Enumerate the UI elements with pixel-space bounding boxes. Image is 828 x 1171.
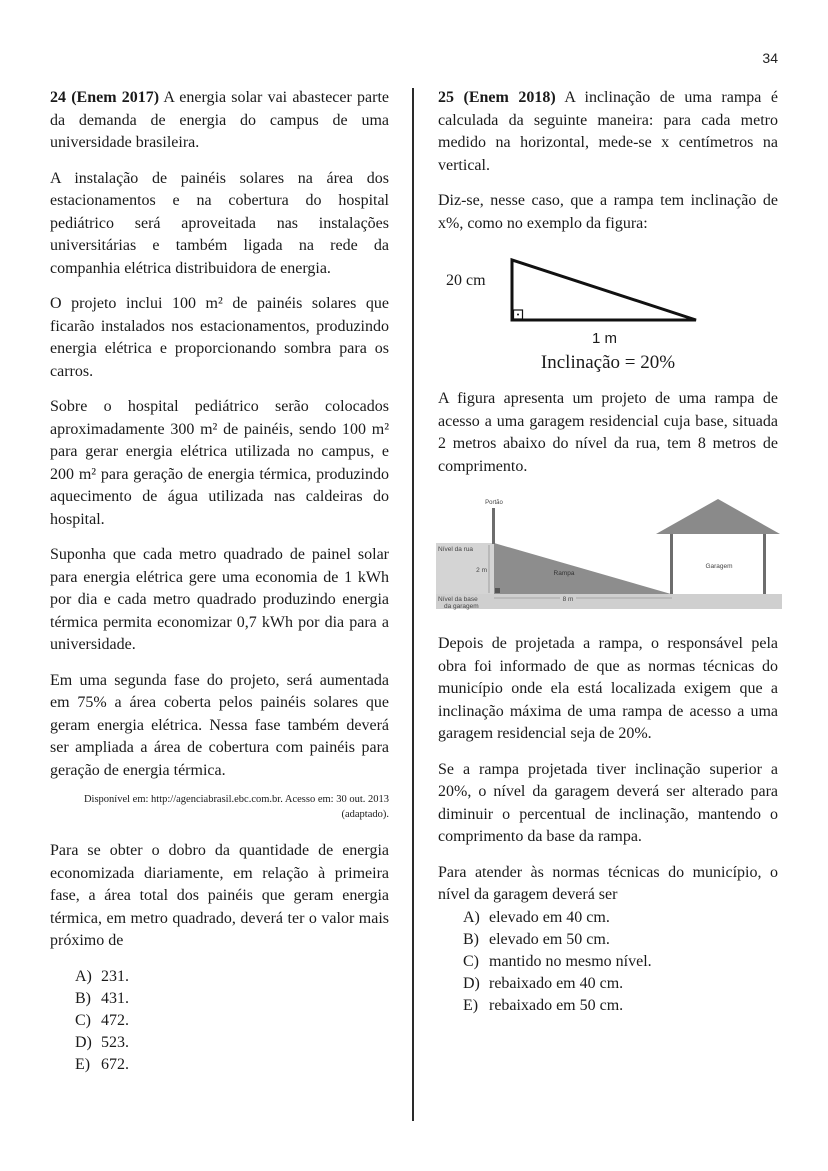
triangle-diagram <box>438 248 778 328</box>
base-level-label: Nível da base <box>438 596 478 603</box>
question-24-prompt: Para se obter o dobro da quantidade de energia economizada diariamente, em relação à primeira fase, a área total dos painéis que geram energia térmica, em metro quadrado, deverá ter o valor mais próximo de <box>50 842 389 949</box>
height-label: 2 m <box>476 567 487 574</box>
garage-label: Garagem <box>705 563 733 570</box>
option-a[interactable]: A) elevado em 40 cm. <box>463 908 610 926</box>
question-24-options <box>50 966 389 1076</box>
question-25 <box>438 87 778 1017</box>
right-angle-dot <box>517 314 519 316</box>
question-24-intro: 24 (Enem 2017) A energia solar vai abastecer parte da demanda de energia do campus de uma universidade brasileira. <box>50 89 389 151</box>
option-b[interactable]: B) elevado em 50 cm. <box>463 930 610 948</box>
page-number: 34 <box>762 50 778 66</box>
question-25-number: 25 (Enem 2018) <box>438 89 556 106</box>
ramp-shape <box>494 543 671 594</box>
question-24-paragraph: A instalação de painéis solares na área dos estacionamentos e na cobertura do hospital pediátrico será aproveitada nas instalações universitárias e também ligada na rede da companhia elétrica distribuidora de energia. <box>50 169 389 277</box>
slope-triangle-figure <box>438 248 778 348</box>
right-triangle <box>512 260 696 320</box>
street-level-label: Nível da rua <box>438 546 474 553</box>
question-25-intro: 25 (Enem 2018) A inclinação de uma rampa é calculada da seguinte maneira: para cada metro medido na horizontal, mede-se x centímetros na vertical. <box>438 89 779 174</box>
triangle-horizontal-label: 1 m <box>592 330 618 347</box>
ramp-diagram <box>436 491 782 613</box>
option-d[interactable]: D) 523. <box>75 1033 129 1051</box>
question-24-paragraph: Suponha que cada metro quadrado de painel solar para energia elétrica gere uma economia de 1 kWh por dia e cada metro quadrado produzindo energia térmica permita economizar 0,7 kWh por dia para a universidade. <box>50 546 389 653</box>
question-25-paragraph: Diz-se, nesse caso, que a rampa tem inclinação de x%, como no exemplo da figura: <box>438 192 778 232</box>
length-label: 8 m <box>562 596 574 603</box>
garage-roof <box>656 499 780 534</box>
option-d[interactable]: D) rebaixado em 40 cm. <box>463 974 624 992</box>
inclination-caption: Inclinação = 20% <box>540 352 676 373</box>
question-24 <box>50 87 389 1076</box>
ramp-garage-figure <box>436 491 778 613</box>
gate-post <box>492 508 495 544</box>
triangle-vertical-label: 20 cm <box>446 272 486 289</box>
question-24-paragraph: Sobre o hospital pediátrico serão colocados aproximadamente 300 m² de painéis, sendo 100 m² para gerar energia elétrica utilizada no campus, e 200 m² para geração de energia térmica, produzindo aquecimento de água utilizada nas caldeiras do hospital. <box>50 398 389 528</box>
ramp-label: Rampa <box>553 570 575 577</box>
option-c[interactable]: C) mantido no mesmo nível. <box>463 952 652 970</box>
option-a[interactable]: A) 231. <box>75 967 129 985</box>
ramp-right-angle <box>495 588 500 593</box>
ground-base <box>436 594 782 609</box>
garage-post-left <box>670 534 673 594</box>
question-25-options <box>438 907 778 1017</box>
base-level-label-2: da garagem <box>444 603 479 610</box>
question-25-paragraph: Se a rampa projetada tiver inclinação superior a 20%, o nível da garagem deverá ser alterado para diminuir o percentual de inclinação, mantendo o comprimento da base da rampa. <box>438 760 778 845</box>
garage-post-right <box>763 534 766 594</box>
option-b[interactable]: B) 431. <box>75 989 129 1007</box>
question-24-number: 24 (Enem 2017) <box>50 89 160 106</box>
gate-label: Portão <box>485 500 503 506</box>
column-divider <box>412 88 414 1121</box>
question-24-paragraph: O projeto inclui 100 m² de painéis solares que ficarão instalados nos estacionamentos, produzindo energia elétrica e proporcionando sombra para os carros. <box>50 295 389 380</box>
source-citation: Disponível em: http://agenciabrasil.ebc.com.br. Acesso em: 30 out. 2013 (adaptado). <box>83 794 389 820</box>
option-c[interactable]: C) 472. <box>75 1011 129 1029</box>
question-25-paragraph: Depois de projetada a rampa, o responsável pela obra foi informado de que as normas técnicas do município onde ela está localizada exigem que a inclinação máxima de uma rampa de acesso a uma garagem residencial seja de 20%. <box>438 635 778 742</box>
option-e[interactable]: E) rebaixado em 50 cm. <box>463 996 624 1014</box>
question-25-prompt: Para atender às normas técnicas do município, o nível da garagem deverá ser <box>438 863 778 903</box>
option-e[interactable]: E) 672. <box>75 1055 129 1073</box>
question-25-paragraph: A figura apresenta um projeto de uma rampa de acesso a uma garagem residencial cuja base, situada 2 metros abaixo do nível da rua, tem 8 metros de comprimento. <box>438 390 778 475</box>
question-24-paragraph: Em uma segunda fase do projeto, será aumentada em 75% a área coberta pelos painéis solares que geram energia elétrica. Nessa fase também deverá ser ampliada a área de cobertura com painéis para geração de energia térmica. <box>50 671 389 779</box>
